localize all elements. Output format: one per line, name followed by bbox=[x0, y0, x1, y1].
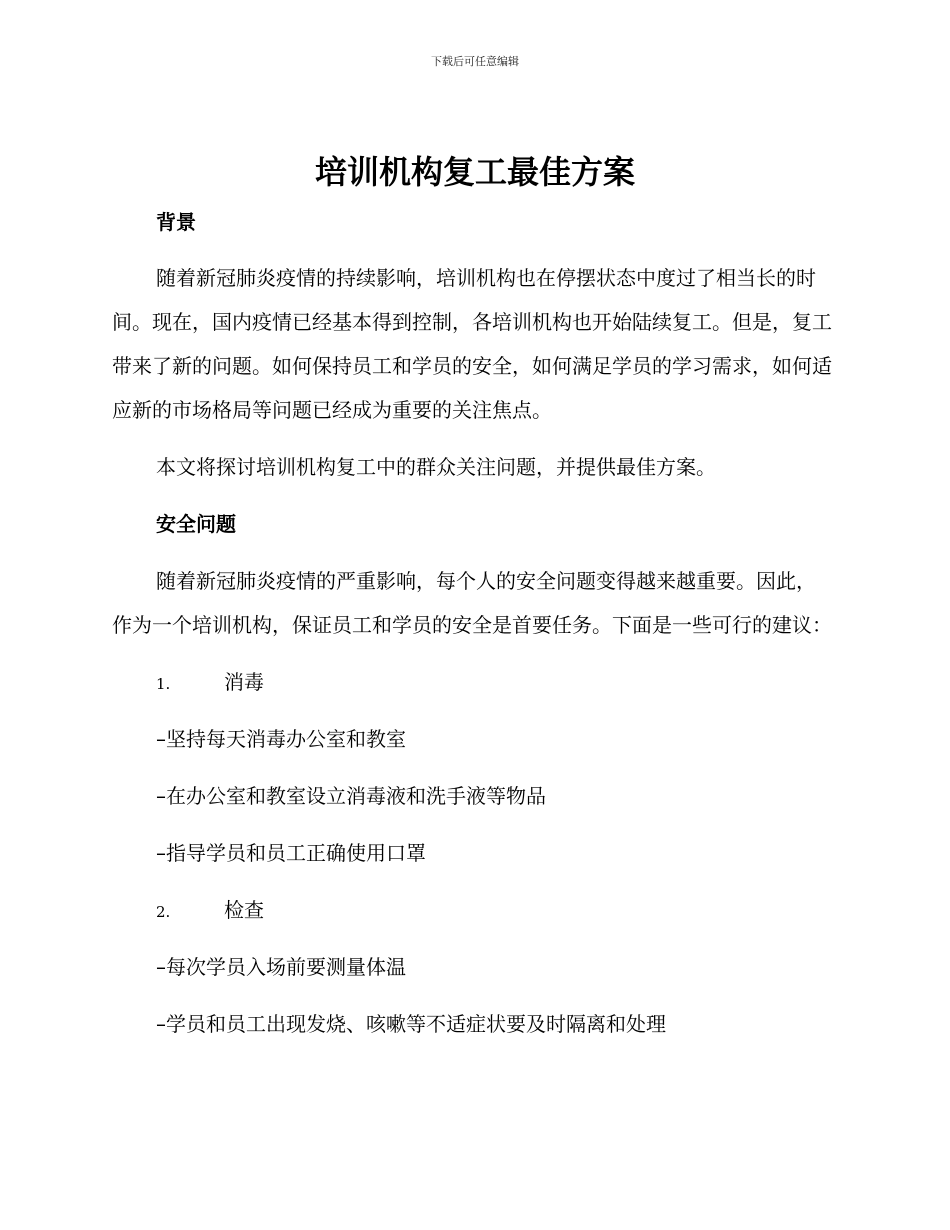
list-item: –在办公室和教室设立消毒液和洗手液等物品 bbox=[156, 784, 546, 808]
paragraph-safety-intro: 随着新冠肺炎疫情的严重影响，每个人的安全问题变得越来越重要。因此，作为一个培训机构，保证员工和学员的安全是首要任务。下面是一些可行的建议： bbox=[112, 569, 832, 637]
list-item-title: 检查 bbox=[224, 898, 264, 922]
list-item-numbered bbox=[112, 888, 832, 932]
list-item: –指导学员和员工正确使用口罩 bbox=[156, 841, 426, 865]
list-item-numbered bbox=[112, 660, 832, 704]
section-heading-background: 背景 bbox=[156, 210, 196, 234]
list-item: –每次学员入场前要测量体温 bbox=[156, 955, 406, 979]
paragraph-background-2: 本文将探讨培训机构复工中的群众关注问题，并提供最佳方案。 bbox=[156, 455, 716, 479]
list-number: 2. bbox=[156, 903, 171, 921]
list-item-title: 消毒 bbox=[224, 670, 264, 694]
list-number: 1. bbox=[156, 675, 171, 693]
document-body bbox=[112, 200, 832, 1046]
document-title: 培训机构复工最佳方案 bbox=[314, 153, 635, 191]
list-item: –学员和员工出现发烧、咳嗽等不适症状要及时隔离和处理 bbox=[156, 1012, 666, 1036]
paragraph-background-1: 随着新冠肺炎疫情的持续影响，培训机构也在停摆状态中度过了相当长的时间。现在，国内疫情已经基本得到控制，各培训机构也开始陆续复工。但是，复工带来了新的问题。如何保持员工和学员的安全，如何满足学员的学习需求，如何适应新的市场格局等问题已经成为重要的关注焦点。 bbox=[112, 266, 832, 422]
page-header: 下载后可任意编辑 bbox=[431, 55, 519, 68]
section-heading-safety: 安全问题 bbox=[156, 512, 236, 536]
list-item: –坚持每天消毒办公室和教室 bbox=[156, 727, 406, 751]
